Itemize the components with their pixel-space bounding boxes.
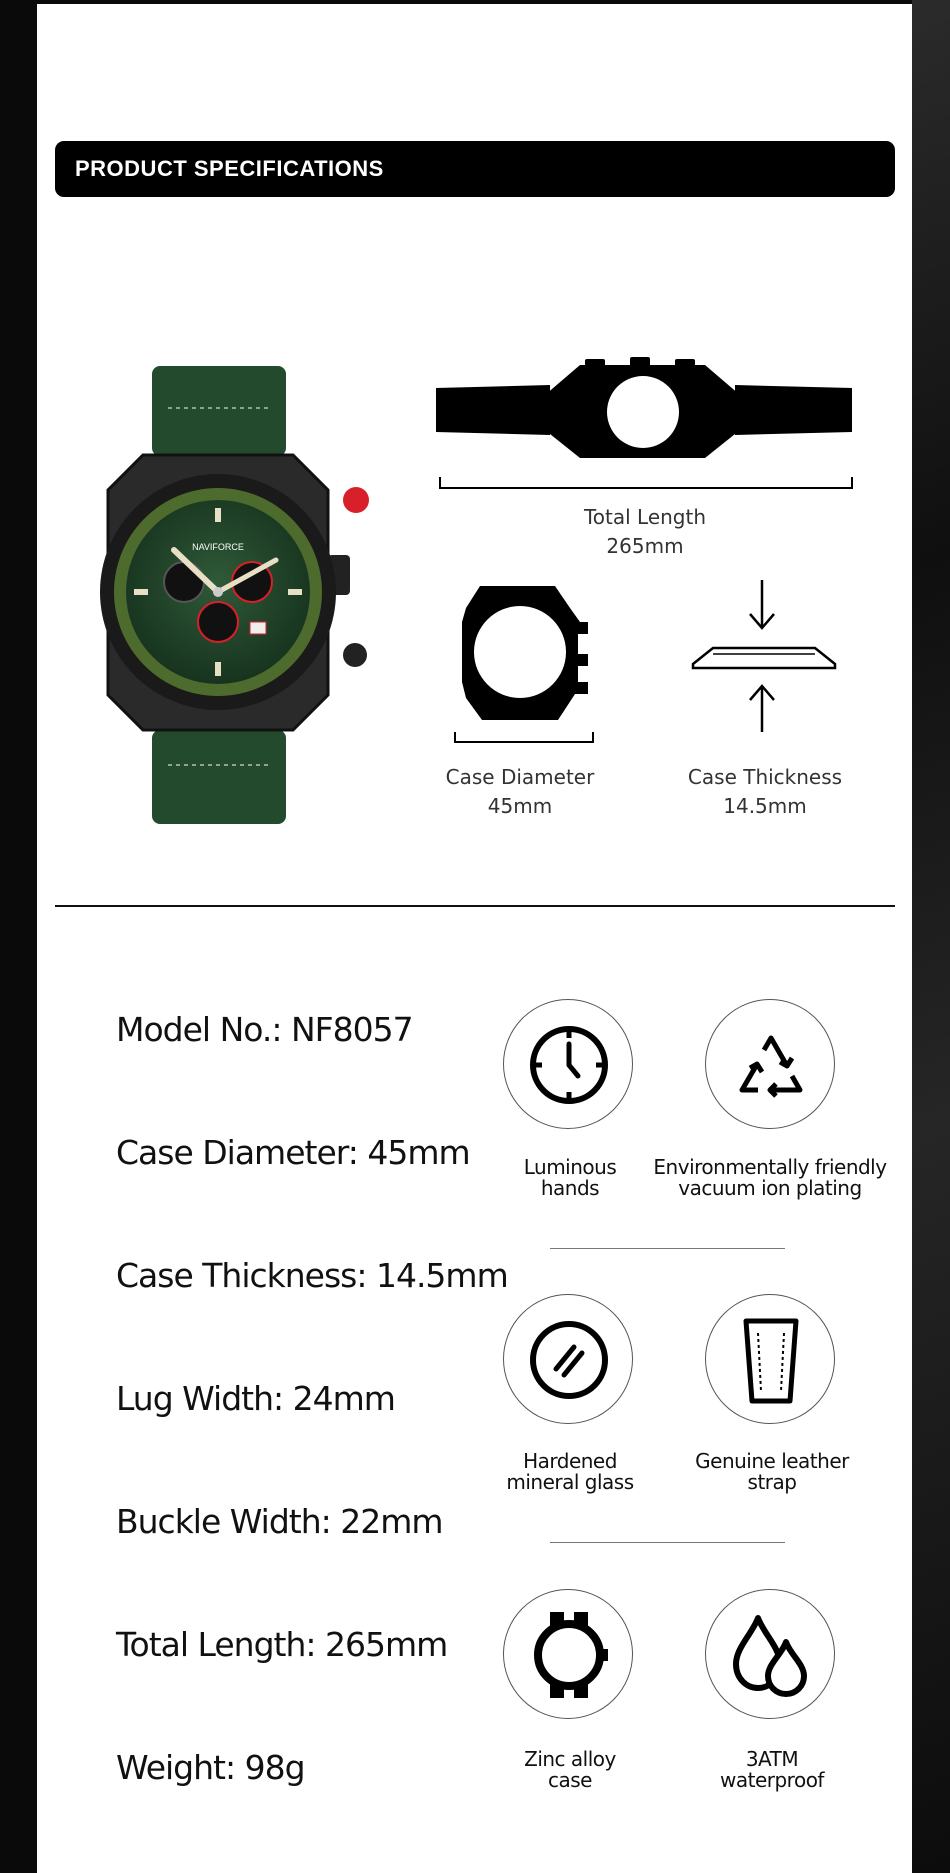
feature-separator [550, 1248, 785, 1249]
feature-line: Luminous [523, 1155, 617, 1179]
feature-label [672, 1749, 872, 1791]
brand-logo: NAVIFORCE [192, 542, 244, 552]
spec-buckle-width: Buckle Width: 22mm [116, 1502, 443, 1541]
banner-title: PRODUCT SPECIFICATIONS [75, 156, 384, 181]
red-pusher [343, 487, 369, 513]
clock-icon [503, 999, 633, 1129]
total-length-diagram [430, 355, 860, 495]
section-banner [55, 141, 895, 197]
spec-case-thickness: Case Thickness: 14.5mm [116, 1256, 508, 1295]
watch-product-image [88, 360, 378, 830]
feature-line: hands [540, 1176, 600, 1200]
feature-line: 3ATM [745, 1747, 799, 1771]
feature-line: mineral glass [506, 1470, 634, 1494]
feature-line: waterproof [720, 1768, 824, 1792]
spec-model-no: Model No.: NF8057 [116, 1010, 413, 1049]
upper-strap [152, 366, 286, 456]
section-divider [55, 905, 895, 907]
lower-strap [152, 730, 286, 824]
recycle-icon [705, 999, 835, 1129]
glass-icon [503, 1294, 633, 1424]
spec-weight: Weight: 98g [116, 1748, 305, 1787]
water-drops-icon [705, 1589, 835, 1719]
feature-separator [550, 1542, 785, 1543]
case-thickness-value: 14.5mm [723, 794, 807, 818]
feature-line: case [548, 1768, 592, 1792]
case-diameter-diagram [450, 582, 600, 747]
feature-label [672, 1451, 872, 1493]
leather-strap-icon [705, 1294, 835, 1424]
feature-label [470, 1157, 670, 1199]
feature-line: Hardened [523, 1449, 617, 1473]
case-diameter-value: 45mm [487, 794, 553, 818]
feature-label [470, 1451, 670, 1493]
total-length-label: Total Length [583, 505, 707, 529]
spec-case-diameter: Case Diameter: 45mm [116, 1133, 470, 1172]
feature-line: Zinc alloy [524, 1747, 616, 1771]
total-length-caption [545, 503, 745, 561]
case-thickness-diagram [685, 578, 845, 738]
spec-total-length: Total Length: 265mm [116, 1625, 448, 1664]
feature-label [470, 1749, 670, 1791]
case-diameter-label: Case Diameter [445, 765, 595, 789]
feature-line: vacuum ion plating [678, 1176, 862, 1200]
case-thickness-label: Case Thickness [687, 765, 843, 789]
feature-line: strap [747, 1470, 797, 1494]
case-diameter-caption [420, 763, 620, 821]
spec-lug-width: Lug Width: 24mm [116, 1379, 395, 1418]
total-length-value: 265mm [606, 534, 684, 558]
background-edge [912, 0, 950, 1873]
watch-case-icon [503, 1589, 633, 1719]
feature-line: Genuine leather [695, 1449, 849, 1473]
feature-label [650, 1157, 890, 1199]
case-thickness-caption [665, 763, 865, 821]
feature-line: Environmentally friendly [653, 1155, 887, 1179]
